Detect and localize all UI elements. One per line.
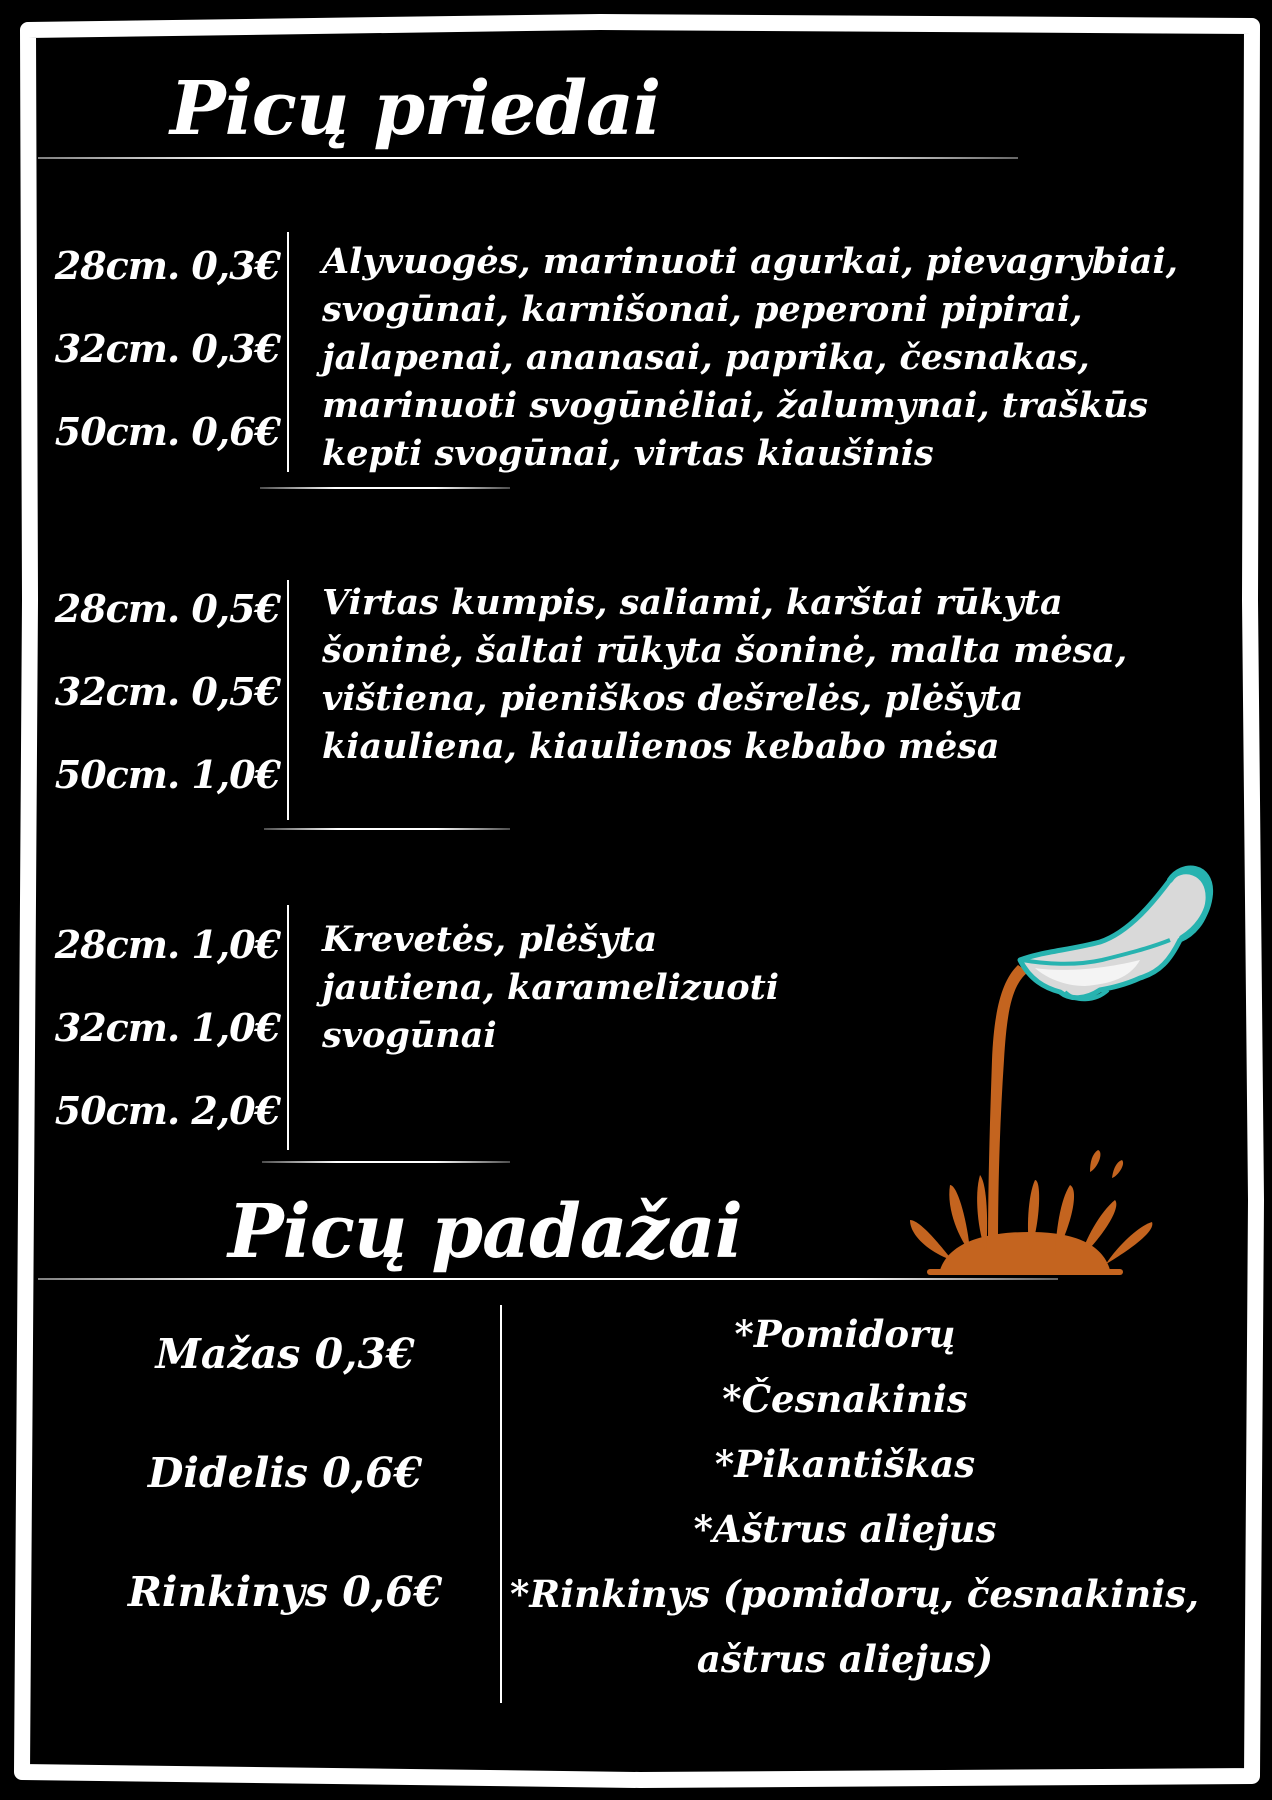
price-50cm: 50cm. 0,6€ [54,409,280,454]
gravy-boat-pouring-icon [870,860,1230,1290]
sauce-item: aštrus aliejus) [696,1637,994,1681]
sauces-separator [500,1305,502,1703]
sauce-size-set: Rinkinys 0,6€ [127,1568,443,1616]
sauce-item: *Česnakinis [722,1377,968,1421]
topping-group-2-separator [287,580,289,820]
sauce-size-small: Mažas 0,3€ [155,1330,415,1378]
topping-group-1-description: Alyvuogės, marinuoti agurkai, pievagrybiai, svogūnai, karnišonai, peperoni pipirai, jalapenai, ananasai, paprika, česnakas, marinuoti svogūnėliai, žalumynai, traškūs kepti svogūnai, virtas kiaušinis [322,241,1178,474]
sauce-size-prices [80,1295,490,1652]
price-32cm: 32cm. 0,5€ [54,669,280,714]
price-32cm: 32cm. 1,0€ [54,1005,280,1050]
sauce-size-large: Didelis 0,6€ [147,1449,423,1497]
topping-group-3-divider [262,1161,510,1163]
sauces-title-divider [38,1278,1058,1280]
price-28cm: 28cm. 0,3€ [54,243,280,288]
sauce-item: *Rinkinys (pomidorų, česnakinis, [510,1572,1199,1616]
toppings-title-divider [38,157,1018,159]
price-28cm: 28cm. 1,0€ [54,922,280,967]
price-32cm: 32cm. 0,3€ [54,326,280,371]
sauces-title: Picų padažai [228,1189,742,1275]
price-50cm: 50cm. 1,0€ [54,752,280,797]
price-50cm: 50cm. 2,0€ [54,1088,280,1133]
sauce-item: *Pomidorų [734,1312,956,1356]
topping-group-1-separator [287,232,289,472]
topping-group-2-divider [264,828,510,830]
topping-group-1-divider [260,487,510,489]
topping-group-3-description: Krevetės, plėšyta jautiena, karamelizuoti svogūnai [322,919,780,1056]
sauce-types-list [510,1302,1199,1692]
topping-group-1-prices [30,224,280,473]
price-28cm: 28cm. 0,5€ [54,586,280,631]
toppings-title: Picų priedai [170,66,661,152]
topping-group-3-separator [287,905,289,1150]
sauce-item: *Pikantiškas [714,1442,976,1486]
sauce-item: *Aštrus aliejus [693,1507,997,1551]
topping-group-3-prices [30,903,280,1152]
topping-group-2-description: Virtas kumpis, saliami, karštai rūkyta šoninė, šaltai rūkyta šoninė, malta mėsa, vištiena, pieniškos dešrelės, plėšyta kiauliena, kiaulienos kebabo mėsa [322,582,1128,767]
topping-group-2-prices [30,567,280,816]
